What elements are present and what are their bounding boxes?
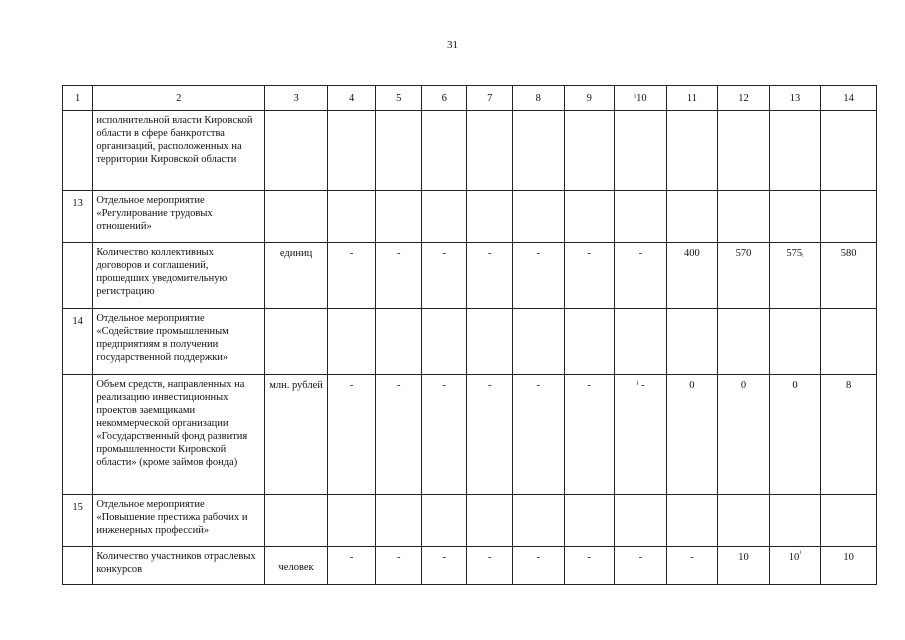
header-cell: 8 [512, 86, 564, 111]
value-cell [467, 309, 513, 375]
value-cell [769, 243, 821, 309]
table-row [63, 547, 877, 585]
row-unit [265, 309, 328, 375]
value-cell [769, 191, 821, 243]
row-number [63, 243, 93, 309]
value-cell: - [327, 547, 376, 585]
row-number [63, 547, 93, 585]
value-cell [512, 495, 564, 547]
row-name: Отдельное мероприятие «Регулирование трудовых отношений» [93, 191, 265, 243]
row-unit: млн. рублей [265, 375, 328, 495]
row-number: 15 [63, 495, 93, 547]
value-cell: - [564, 243, 615, 309]
value-cell [718, 191, 770, 243]
row-number [63, 111, 93, 191]
value-cell [666, 309, 718, 375]
value-cell [376, 495, 422, 547]
row-name: Количество участников отраслевых конкурсов [93, 547, 265, 585]
value-cell [718, 495, 770, 547]
value-cell [376, 111, 422, 191]
value-cell: - [467, 547, 513, 585]
value-text: 10 [788, 552, 800, 563]
value-cell [821, 111, 877, 191]
table-row [63, 309, 877, 375]
value-cell [821, 191, 877, 243]
header-cell: 14 [821, 86, 877, 111]
value-cell: 0 [666, 375, 718, 495]
value-cell [615, 495, 667, 547]
value-cell [718, 111, 770, 191]
value-cell [327, 495, 376, 547]
value-cell [769, 111, 821, 191]
value-cell: 10 [821, 547, 877, 585]
table-row [63, 191, 877, 243]
value-text: 575 [786, 248, 803, 259]
table-row [63, 243, 877, 309]
value-cell [615, 309, 667, 375]
header-cell: 6 [421, 86, 467, 111]
header-cell: 7 [467, 86, 513, 111]
value-cell: - [615, 547, 667, 585]
value-cell: ⁱ - [615, 375, 667, 495]
value-cell [564, 495, 615, 547]
value-cell [564, 191, 615, 243]
header-cell: 2 [93, 86, 265, 111]
value-cell: - [615, 243, 667, 309]
value-cell [421, 309, 467, 375]
value-cell: - [512, 547, 564, 585]
table-row [63, 375, 877, 495]
row-unit [265, 191, 328, 243]
value-cell: - [512, 375, 564, 495]
value-cell [512, 111, 564, 191]
scan-mark: ⁱ [802, 253, 804, 262]
value-cell [327, 111, 376, 191]
row-name: Отдельное мероприятие «Содействие промышленным предприятиям в получении государственной поддержки» [93, 309, 265, 375]
value-cell [327, 191, 376, 243]
value-cell [467, 111, 513, 191]
table-row [63, 495, 877, 547]
row-name: Количество коллективных договоров и соглашений, прошедших уведомительную регистрацию [93, 243, 265, 309]
value-cell: - [564, 547, 615, 585]
value-cell: 570 [718, 243, 770, 309]
value-cell [718, 309, 770, 375]
row-number [63, 375, 93, 495]
value-cell [564, 309, 615, 375]
value-cell: - [467, 243, 513, 309]
value-cell: 10 [718, 547, 770, 585]
header-cell: 13 [769, 86, 821, 111]
value-cell [467, 191, 513, 243]
value-cell [376, 309, 422, 375]
page-number: 31 [447, 39, 458, 51]
header-row [63, 86, 877, 111]
row-name: Отдельное мероприятие «Повышение престижа рабочих и инженерных профессий» [93, 495, 265, 547]
value-cell [512, 309, 564, 375]
header-cell: 3 [265, 86, 328, 111]
header-cell: 4 [327, 86, 376, 111]
value-cell [615, 191, 667, 243]
value-cell: - [421, 243, 467, 309]
value-cell: - [666, 547, 718, 585]
value-cell [666, 111, 718, 191]
row-unit [265, 111, 328, 191]
header-cell: 11 [666, 86, 718, 111]
value-cell [615, 111, 667, 191]
header-cell: 9 [564, 86, 615, 111]
value-cell [376, 191, 422, 243]
value-cell [666, 191, 718, 243]
value-cell: 400 [666, 243, 718, 309]
header-cell: ⁱ10 [615, 86, 667, 111]
header-cell: 5 [376, 86, 422, 111]
value-cell [821, 495, 877, 547]
row-unit: единиц [265, 243, 328, 309]
value-cell: - [467, 375, 513, 495]
value-cell [564, 111, 615, 191]
row-unit: человек [265, 547, 328, 585]
value-cell [467, 495, 513, 547]
value-cell [769, 495, 821, 547]
value-cell: 580 [821, 243, 877, 309]
row-unit [265, 495, 328, 547]
value-cell: - [421, 547, 467, 585]
value-cell [769, 547, 821, 585]
value-cell: - [327, 375, 376, 495]
table-row [63, 111, 877, 191]
value-cell: 8 [821, 375, 877, 495]
row-number: 14 [63, 309, 93, 375]
value-cell: - [376, 243, 422, 309]
value-cell [512, 191, 564, 243]
value-cell: 0 [718, 375, 770, 495]
value-cell [421, 191, 467, 243]
value-cell: - [512, 243, 564, 309]
header-cell: 12 [718, 86, 770, 111]
row-number: 13 [63, 191, 93, 243]
value-cell [769, 309, 821, 375]
value-cell: - [376, 375, 422, 495]
scan-mark: ¹ [799, 549, 802, 558]
row-name: Объем средств, направленных на реализацию инвестиционных проектов заемщиками некоммерческой организации «Государственный фонд развития промышленности Кировской области» (кроме займов фонда) [93, 375, 265, 495]
value-cell: 0 [769, 375, 821, 495]
value-cell: - [376, 547, 422, 585]
value-cell [327, 309, 376, 375]
value-cell [666, 495, 718, 547]
value-cell [421, 495, 467, 547]
value-cell [421, 111, 467, 191]
value-cell: - [327, 243, 376, 309]
value-cell: - [564, 375, 615, 495]
indicators-table [62, 85, 877, 585]
value-cell: - [421, 375, 467, 495]
header-cell: 1 [63, 86, 93, 111]
row-name: исполнительной власти Кировской области в сфере банкротства организаций, расположенных на территории Кировской области [93, 111, 265, 191]
value-cell [821, 309, 877, 375]
